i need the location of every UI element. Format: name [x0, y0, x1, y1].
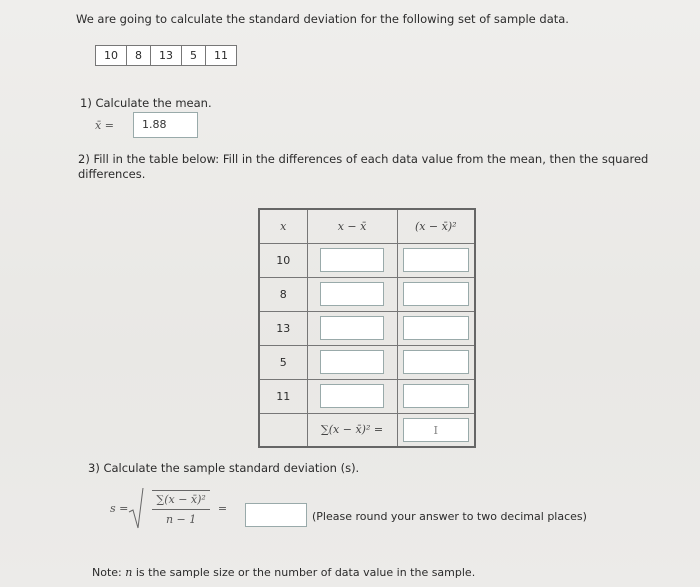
q3-label: 3) Calculate the sample standard deviation (s).	[88, 461, 360, 475]
data-value: 5	[259, 345, 307, 379]
header-x: x	[259, 209, 307, 243]
q1-label: 1) Calculate the mean.	[80, 96, 212, 110]
sd-formula	[110, 486, 227, 530]
sum-label: ∑(x − x̄)² =	[307, 413, 397, 447]
mean-input[interactable]: 1.88	[133, 112, 198, 138]
sample-value: 13	[151, 46, 182, 65]
data-value: 11	[259, 379, 307, 413]
sample-value: 10	[96, 46, 127, 65]
header-squared: (x − x̄)²	[397, 209, 475, 243]
s-symbol: s =	[110, 501, 129, 515]
q2-label: 2) Fill in the table below: Fill in the differences of each data value from the mean, then the squared differences.	[78, 152, 649, 181]
data-value: 8	[259, 277, 307, 311]
data-value: 10	[259, 243, 307, 277]
squared-input[interactable]	[403, 350, 469, 374]
sample-data-row	[95, 45, 237, 66]
rounding-note: (Please round your answer to two decimal places)	[312, 510, 587, 523]
header-diff: x − x̄	[307, 209, 397, 243]
sample-value: 8	[127, 46, 151, 65]
intro-text: We are going to calculate the standard deviation for the following set of sample data.	[76, 12, 569, 26]
mean-line	[95, 112, 198, 138]
note-n: n	[125, 566, 133, 579]
sample-value: 5	[182, 46, 206, 65]
table-row	[259, 277, 475, 311]
diff-input[interactable]	[320, 282, 384, 306]
squared-input[interactable]	[403, 248, 469, 272]
squared-input[interactable]	[403, 282, 469, 306]
sqrt-symbol	[128, 486, 217, 530]
diff-input[interactable]	[320, 384, 384, 408]
sample-value: 11	[214, 49, 228, 62]
note-prefix: Note:	[92, 566, 122, 579]
table-row	[259, 243, 475, 277]
table-row	[259, 311, 475, 345]
diff-input[interactable]	[320, 316, 384, 340]
sum-input[interactable]: I	[403, 418, 469, 442]
note-text: is the sample size or the number of data value in the sample.	[135, 566, 476, 579]
squared-input[interactable]	[403, 316, 469, 340]
table-header-row	[259, 209, 475, 243]
mean-symbol: x̄ =	[95, 118, 114, 132]
sum-row	[259, 413, 475, 447]
diff-input[interactable]	[320, 248, 384, 272]
sample-size-note	[92, 566, 475, 579]
table-row	[259, 379, 475, 413]
data-value: 13	[259, 311, 307, 345]
sd-input[interactable]	[245, 503, 307, 527]
equals-sign: =	[217, 501, 228, 515]
table-row	[259, 345, 475, 379]
differences-table	[258, 208, 476, 448]
fraction-numerator: ∑(x − x̄)²	[152, 493, 209, 510]
squared-input[interactable]	[403, 384, 469, 408]
fraction-denominator: n − 1	[165, 513, 197, 526]
sd-fraction	[152, 490, 209, 526]
diff-input[interactable]	[320, 350, 384, 374]
